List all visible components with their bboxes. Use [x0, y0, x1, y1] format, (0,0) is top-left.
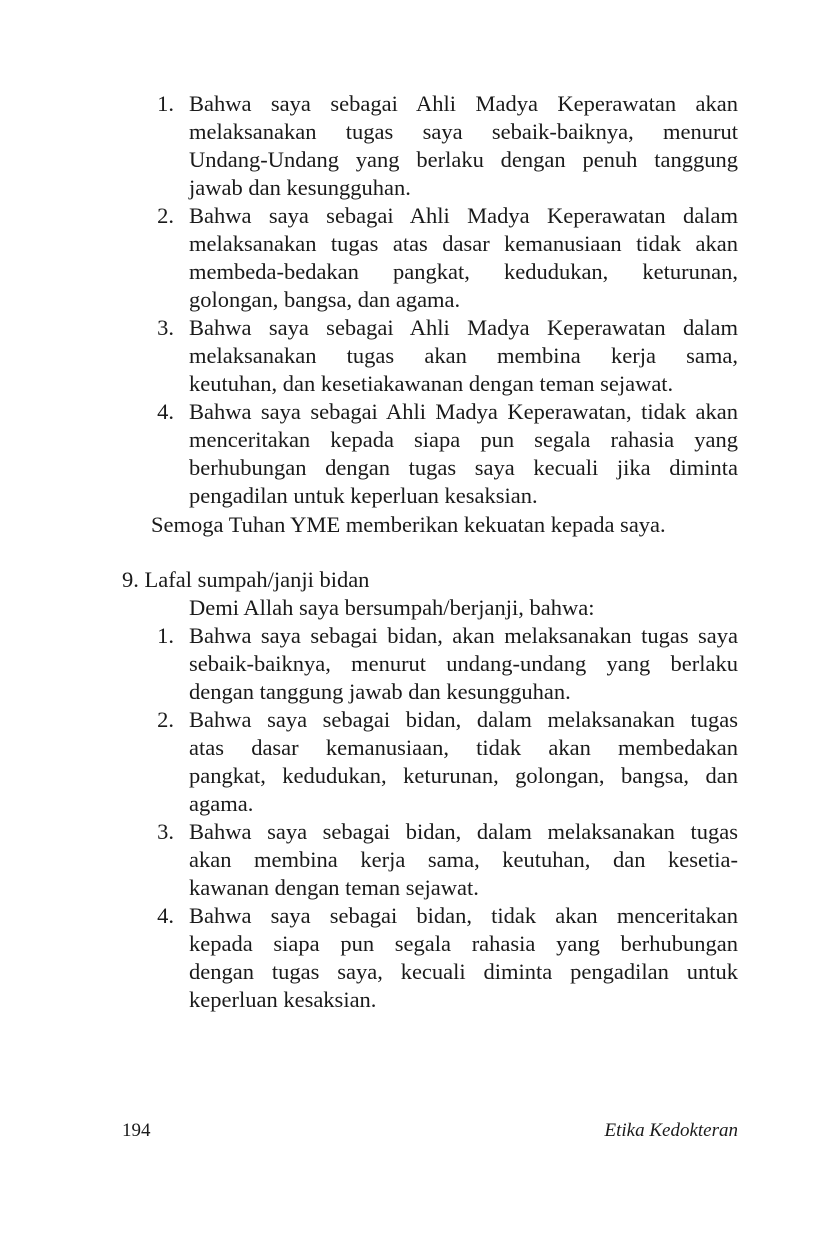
list-item-line: dengan tanggung jawab dan kesungguhan.: [189, 679, 571, 704]
list-number: 3.: [157, 315, 174, 340]
list-number: 4.: [157, 903, 174, 928]
list-item-line: sebaik-baiknya, menurut undang-undang yang berlaku: [189, 651, 738, 676]
closing-prayer: Semoga Tuhan YME memberikan kekuatan kepada saya.: [151, 512, 666, 537]
list-item-line: pengadilan untuk keperluan kesaksian.: [189, 483, 538, 508]
list-item-line: melaksanakan tugas atas dasar kemanusiaan tidak akan: [189, 231, 738, 256]
list-number: 3.: [157, 819, 174, 844]
list-number: 2.: [157, 203, 174, 228]
list-item-line: pangkat, kedudukan, keturunan, golongan, bangsa, dan: [189, 763, 738, 788]
list-item-line: Undang-Undang yang berlaku dengan penuh tanggung: [189, 147, 738, 172]
list-item-line: Bahwa saya sebagai bidan, tidak akan menceritakan: [189, 903, 738, 928]
list-item-line: keperluan kesaksian.: [189, 987, 377, 1012]
list-item-line: dengan tugas saya, kecuali diminta pengadilan untuk: [189, 959, 738, 984]
list-item-line: Bahwa saya sebagai Ahli Madya Keperawatan dalam: [189, 315, 738, 340]
list-item-line: Bahwa saya sebagai Ahli Madya Keperawatan akan: [189, 91, 738, 116]
list-item-line: kepada siapa pun segala rahasia yang berhubungan: [189, 931, 738, 956]
section-heading: 9. Lafal sumpah/janji bidan: [122, 567, 370, 592]
list-item-line: keutuhan, dan kesetiakawanan dengan teman sejawat.: [189, 371, 674, 396]
list-item-line: berhubungan dengan tugas saya kecuali jika diminta: [189, 455, 738, 480]
list-item-line: membeda-bedakan pangkat, kedudukan, keturunan,: [189, 259, 738, 284]
list-item-line: golongan, bangsa, dan agama.: [189, 287, 461, 312]
list-number: 1.: [157, 623, 174, 648]
list-item-line: kawanan dengan teman sejawat.: [189, 875, 479, 900]
list-number: 1.: [157, 91, 174, 116]
list-item-line: Bahwa saya sebagai bidan, akan melaksanakan tugas saya: [189, 623, 738, 648]
section-intro: Demi Allah saya bersumpah/berjanji, bahwa:: [189, 595, 595, 620]
list-item-line: akan membina kerja sama, keutuhan, dan kesetia-: [189, 847, 738, 872]
list-number: 4.: [157, 399, 174, 424]
list-item-line: melaksanakan tugas akan membina kerja sama,: [189, 343, 738, 368]
list-item-line: Bahwa saya sebagai Ahli Madya Keperawatan dalam: [189, 203, 738, 228]
list-item-line: melaksanakan tugas saya sebaik-baiknya, menurut: [189, 119, 738, 144]
list-item-line: Bahwa saya sebagai bidan, dalam melaksanakan tugas: [189, 707, 738, 732]
page-number: 194: [122, 1120, 151, 1141]
list-item-line: Bahwa saya sebagai bidan, dalam melaksanakan tugas: [189, 819, 738, 844]
list-item-line: agama.: [189, 791, 254, 816]
list-item-line: Bahwa saya sebagai Ahli Madya Keperawatan, tidak akan: [189, 399, 738, 424]
list-number: 2.: [157, 707, 174, 732]
running-footer-title: Etika Kedokteran: [604, 1120, 738, 1141]
list-item-line: atas dasar kemanusiaan, tidak akan membedakan: [189, 735, 738, 760]
list-item-line: menceritakan kepada siapa pun segala rahasia yang: [189, 427, 738, 452]
list-item-line: jawab dan kesungguhan.: [189, 175, 411, 200]
